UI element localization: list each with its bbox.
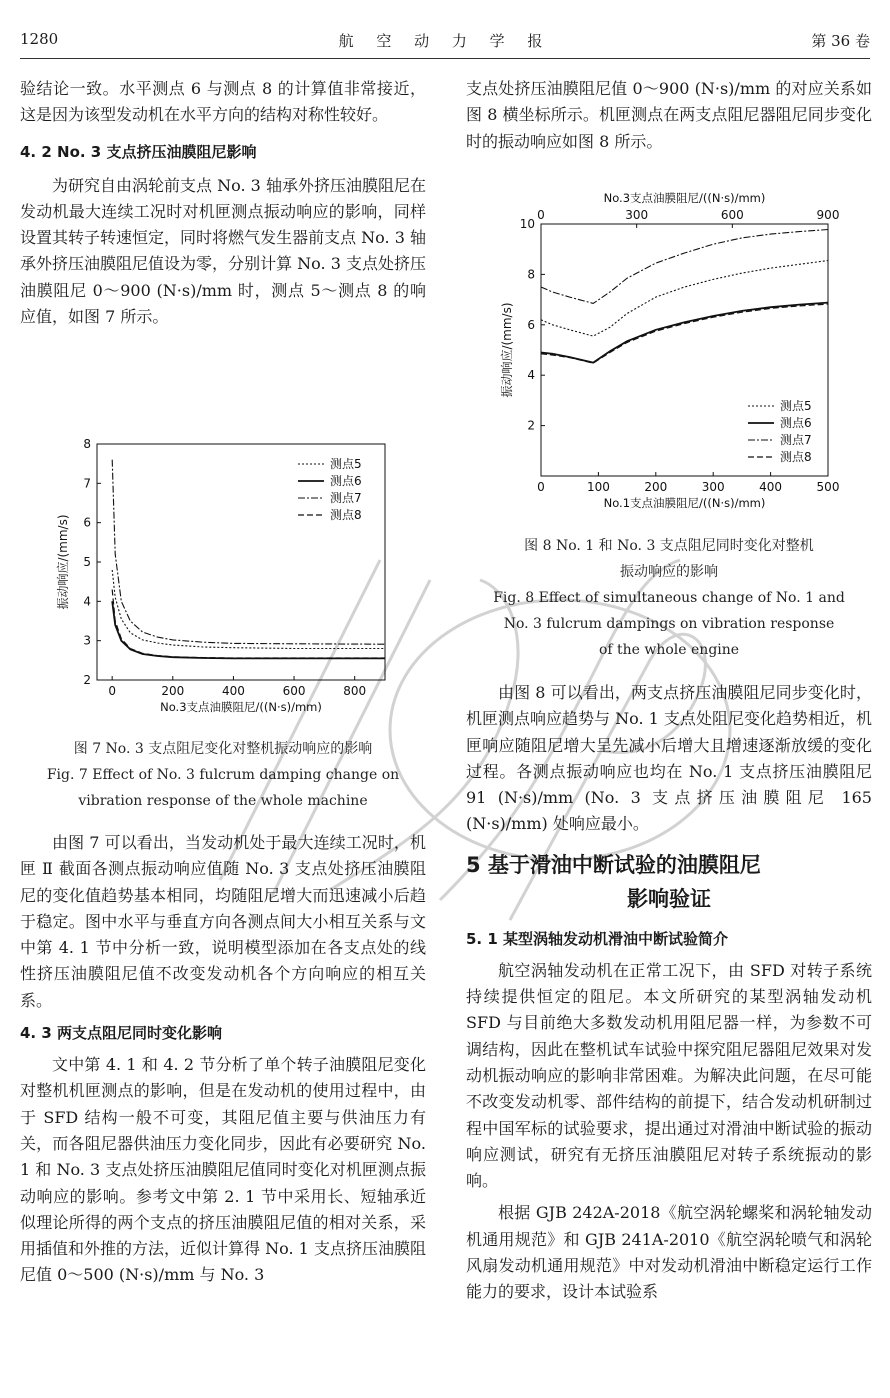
figure-8-caption-cn-1: 图 8 No. 1 和 No. 3 支点阻尼同时变化对整机 <box>524 538 814 554</box>
left-column-top <box>20 76 426 330</box>
y-tick-label: 8 <box>527 267 535 282</box>
figure-7-chart <box>40 432 400 732</box>
figure-8-chart <box>490 178 850 523</box>
series-line-测点8 <box>112 590 385 659</box>
figure-8-svg <box>490 178 850 523</box>
figure-7-caption-en-2: vibration response of the whole machine <box>78 793 368 809</box>
figure-8-caption-en-2: No. 3 fulcrum dampings on vibration response <box>503 616 835 632</box>
paragraph: 为研究自由涡轮前支点 No. 3 轴承外挤压油膜阻尼在发动机最大连续工况时对机匣测点振动响应的影响，同样设置其转子转速恒定，同时将燃气发生器前支点 No. 3 轴承外挤压油膜阻尼值设为零，分别计算 No. 3 支点处挤压油膜阻尼 0～900 (N·s)/mm 时，测点 5～测点 8 的响应值，如图 7 所示。 <box>20 175 426 327</box>
legend-label: 测点5 <box>780 399 812 413</box>
y-axis-label: 振动响应/(mm/s) <box>500 302 514 398</box>
y-tick-label: 4 <box>527 368 535 383</box>
x-tick-label: 400 <box>221 684 245 698</box>
paragraph: 验结论一致。水平测点 6 与测点 8 的计算值非常接近，这是因为该型发动机在水平方向的结构对称性较好。 <box>20 79 426 125</box>
y-tick-label: 5 <box>83 555 91 569</box>
x2-axis-label: No.3支点油膜阻尼/((N·s)/mm) <box>603 191 766 205</box>
y-tick-label: 2 <box>83 673 91 687</box>
paragraph: 根据 GJB 242A-2018《航空涡轮螺桨和涡轮轴发动机通用规范》和 GJB 241A-2010《航空涡轮喷气和涡轮风扇发动机通用规范》中对发动机滑油中断稳定运行工作能力的要求，设计本试验系 <box>466 1203 872 1302</box>
y-tick-label: 8 <box>83 437 91 451</box>
x2-tick-label: 900 <box>816 208 840 222</box>
series-line-测点6 <box>541 303 828 363</box>
x-axis-label: No.1支点油膜阻尼/((N·s)/mm) <box>603 496 766 510</box>
section-heading-5: 5 基于滑油中断试验的油膜阻尼 <box>466 852 761 877</box>
paragraph: 文中第 4. 1 和 4. 2 节分析了单个转子油膜阻尼变化对整机机匣测点的影响，但是在发动机的使用过程中，由于 SFD 结构一般不可变，其阻尼值主要与供油压力有关，而各阻尼器供油压力变化同步，因此有必要研究 No. 1 和 No. 3 支点处挤压油膜阻尼值同时变化对机匣测点振动响应的影响。参考文中第 2. 1 节中采用长、短轴承近似理论所得的两个支点的挤压油膜阻尼值的相对关系，采用插值和外推的方法，近似计算得 No. 1 支点挤压油膜阻尼值 0～500 (N·s)/mm 与 No. 3 <box>20 1055 426 1285</box>
figure-8-caption-en-3: of the whole engine <box>598 642 740 658</box>
x-tick-label: 500 <box>816 480 840 494</box>
figure-7-caption-cn: 图 7 No. 3 支点阻尼变化对整机振动响应的影响 <box>73 741 373 757</box>
header-rule <box>20 58 870 59</box>
y-tick-label: 7 <box>83 476 91 491</box>
section-heading-4-3: 4. 3 两支点阻尼同时变化影响 <box>20 1024 223 1043</box>
series-line-测点5 <box>112 570 385 649</box>
x2-tick-label: 600 <box>720 208 744 222</box>
section-heading-4-2: 4. 2 No. 3 支点挤压油膜阻尼影响 <box>20 142 257 161</box>
left-column-bottom <box>20 830 426 1289</box>
paragraph: 由图 7 可以看出，当发动机处于最大连续工况时，机匣 Ⅱ 截面各测点振动响应值随 No. 3 支点处挤压油膜阻尼的变化值趋势基本相同，均随阻尼增大而迅速减小后趋于稳定。图中水平与垂直方向各测点间大小相互关系与文中第 4. 1 节中分析一致，说明模型添加在各支点处的线性挤压油膜阻尼值不改变发动机各个方向响应的相互关系。 <box>20 833 426 1010</box>
series-line-测点5 <box>541 261 828 337</box>
x-tick-label: 100 <box>586 480 610 494</box>
figure-7-caption <box>20 736 426 814</box>
paragraph: 支点处挤压油膜阻尼值 0～900 (N·s)/mm 的对应关系如图 8 横坐标所示。机匣测点在两支点阻尼器阻尼同步变化时的振动响应如图 8 所示。 <box>466 79 872 151</box>
x-tick-label: 200 <box>161 684 185 698</box>
legend-label: 测点7 <box>330 491 362 505</box>
series-line-测点6 <box>112 601 385 658</box>
x-tick-label: 0 <box>537 480 545 494</box>
y-tick-label: 4 <box>83 594 91 609</box>
y-tick-label: 6 <box>527 317 535 332</box>
x-tick-label: 800 <box>343 684 367 698</box>
figure-8-caption-cn-2: 振动响应的影响 <box>620 564 718 580</box>
legend-label: 测点8 <box>780 450 812 464</box>
legend-label: 测点6 <box>780 416 812 430</box>
running-header <box>20 30 870 56</box>
x2-tick-label: 300 <box>625 208 649 222</box>
x-tick-label: 300 <box>701 480 725 494</box>
x-tick-label: 200 <box>644 480 668 494</box>
figure-8-caption-en-1: Fig. 8 Effect of simultaneous change of No. 1 and <box>493 590 845 606</box>
legend-label: 测点6 <box>330 474 362 488</box>
section-heading-5-cont: 影响验证 <box>627 886 711 911</box>
right-column-top <box>466 76 872 155</box>
y-tick-label: 3 <box>83 633 91 648</box>
x2-tick-label: 0 <box>537 208 545 222</box>
right-column-bottom <box>466 680 872 1306</box>
y-tick-label: 2 <box>527 418 535 433</box>
legend-label: 测点5 <box>330 457 362 471</box>
y-axis-label: 振动响应/(mm/s) <box>56 514 70 610</box>
journal-name: 航 空 动 力 学 报 <box>338 32 552 50</box>
paragraph: 由图 8 可以看出，两支点挤压油膜阻尼同步变化时，机匣测点响应趋势与 No. 1 支点处阻尼变化趋势相近，机匣响应随阻尼增大呈先减小后增大且增速逐渐放缓的变化过程。各测点振动响应也均在 No. 1 支点挤压油膜阻尼 91 (N·s)/mm (No. 3 支点挤压油膜阻尼 165 (N·s)/mm) 处响应最小。 <box>466 683 872 834</box>
section-heading-5-1: 5. 1 某型涡轴发动机滑油中断试验简介 <box>466 929 729 948</box>
legend-label: 测点8 <box>330 508 362 522</box>
y-tick-label: 10 <box>519 217 535 231</box>
x-axis-label: No.3支点油膜阻尼/((N·s)/mm) <box>160 700 322 714</box>
legend-label: 测点7 <box>780 433 812 447</box>
page-number: 1280 <box>20 30 59 48</box>
figure-8-caption <box>466 533 872 663</box>
x-tick-label: 400 <box>759 480 783 494</box>
y-tick-label: 6 <box>83 515 91 530</box>
x-tick-label: 0 <box>108 684 116 698</box>
x-tick-label: 600 <box>282 684 306 698</box>
figure-7-svg <box>40 432 400 732</box>
figure-7-caption-en-1: Fig. 7 Effect of No. 3 fulcrum damping change on <box>46 767 400 783</box>
volume-label: 第 36 卷 <box>811 32 870 50</box>
paragraph: 航空涡轴发动机在正常工况下，由 SFD 对转子系统持续提供恒定的阻尼。本文所研究的某型涡轴发动机 SFD 与目前绝大多数发动机用阻尼器一样，为参数不可调结构，因此在整机试车试验中探究阻尼器阻尼效果对发动机振动响应的影响非常困难。为解决此问题，在尽可能不改变发动机零、部件结构的前提下，结合发动机研制过程中国军标的试验要求，提出通过对滑油中断试验的振动响应测试，研究有无挤压油膜阻尼对转子系统振动的影响。 <box>466 960 872 1191</box>
